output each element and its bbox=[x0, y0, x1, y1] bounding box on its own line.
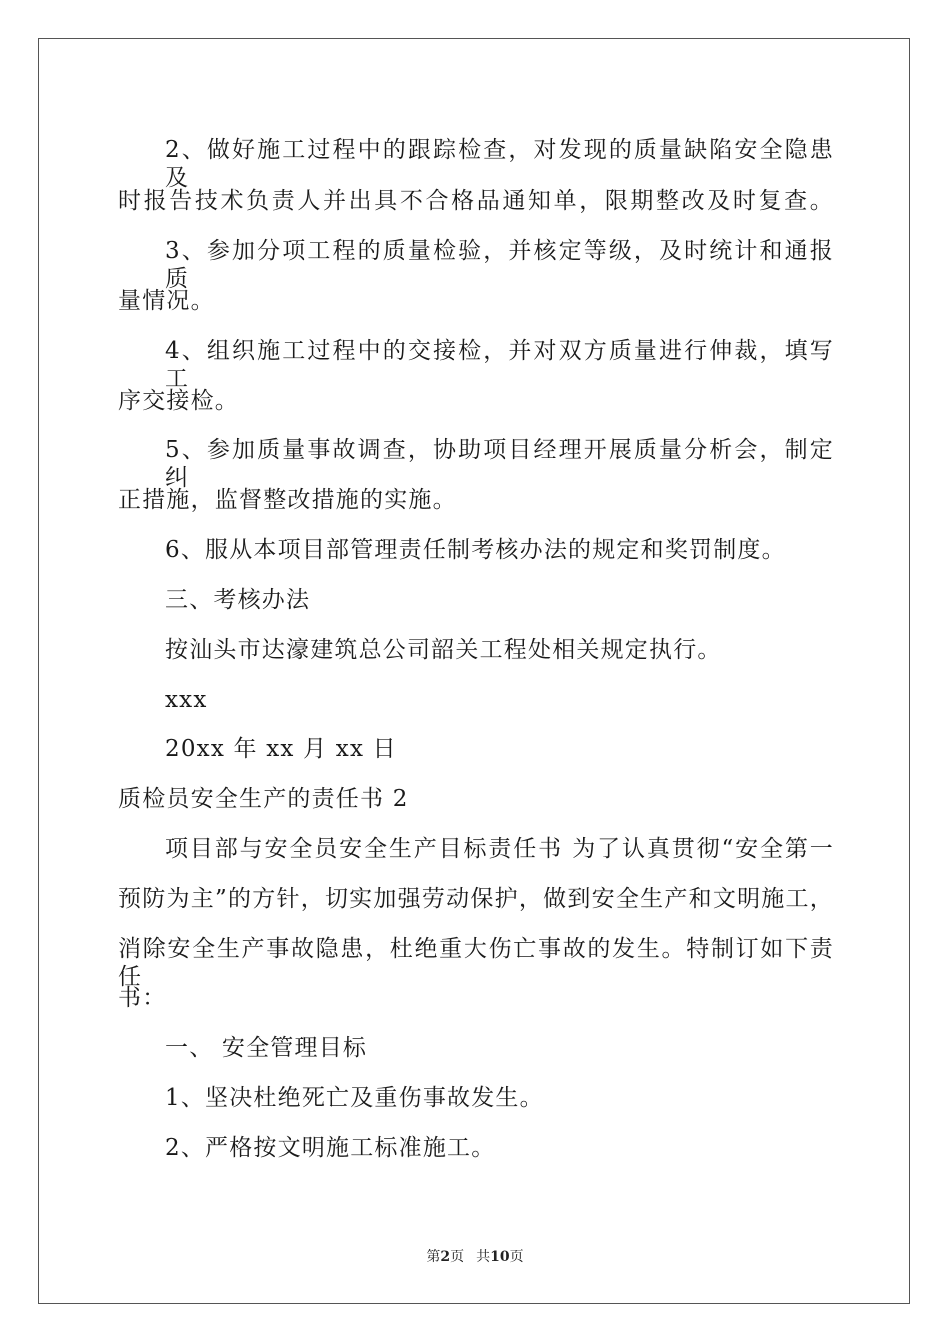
list-item: 1、坚决杜绝死亡及重伤事故发生。 bbox=[165, 1085, 544, 1111]
document-title: 质检员安全生产的责任书 2 bbox=[118, 786, 409, 812]
paragraph-line: 预防为主”的方针，切实加强劳动保护，做到安全生产和文明施工， bbox=[118, 886, 834, 912]
paragraph-line: 书： bbox=[118, 985, 167, 1011]
page-suffix: 页 bbox=[450, 1249, 465, 1265]
page-frame bbox=[38, 38, 910, 1304]
paragraph-line: 3、参加分项工程的质量检验，并核定等级，及时统计和通报质 bbox=[165, 238, 834, 292]
paragraph-line: 正措施，监督整改措施的实施。 bbox=[118, 487, 457, 513]
signature-name: xxx bbox=[165, 687, 208, 713]
paragraph-line: 6、服从本项目部管理责任制考核办法的规定和奖罚制度。 bbox=[165, 537, 786, 563]
total-suffix: 页 bbox=[509, 1249, 524, 1265]
total-prefix: 共 bbox=[476, 1249, 491, 1265]
paragraph-line: 4、组织施工过程中的交接检，并对双方质量进行伸裁，填写工 bbox=[165, 338, 834, 392]
page-footer bbox=[0, 1248, 950, 1266]
section-heading: 一、 安全管理目标 bbox=[165, 1035, 368, 1061]
paragraph-line: 消除安全生产事故隐患，杜绝重大伤亡事故的发生。特制订如下责任 bbox=[118, 936, 834, 990]
list-item: 2、严格按文明施工标准施工。 bbox=[165, 1135, 496, 1161]
paragraph-line: 量情况。 bbox=[118, 288, 215, 314]
total-pages: 10 bbox=[490, 1249, 510, 1265]
paragraph-line: 序交接检。 bbox=[118, 388, 239, 414]
paragraph-line: 按汕头市达濠建筑总公司韶关工程处相关规定执行。 bbox=[165, 637, 722, 663]
signature-date: 20xx 年 xx 月 xx 日 bbox=[165, 736, 397, 762]
page-prefix: 第 bbox=[426, 1249, 441, 1265]
section-heading: 三、考核办法 bbox=[165, 587, 311, 613]
paragraph-line: 5、参加质量事故调查，协助项目经理开展质量分析会，制定纠 bbox=[165, 437, 834, 491]
paragraph-line: 时报告技术负责人并出具不合格品通知单，限期整改及时复查。 bbox=[118, 188, 834, 214]
paragraph-line: 2、做好施工过程中的跟踪检查，对发现的质量缺陷安全隐患及 bbox=[165, 137, 834, 191]
page-number: 2 bbox=[440, 1249, 451, 1265]
paragraph-line: 项目部与安全员安全生产目标责任书 为了认真贯彻“安全第一 bbox=[165, 836, 834, 862]
